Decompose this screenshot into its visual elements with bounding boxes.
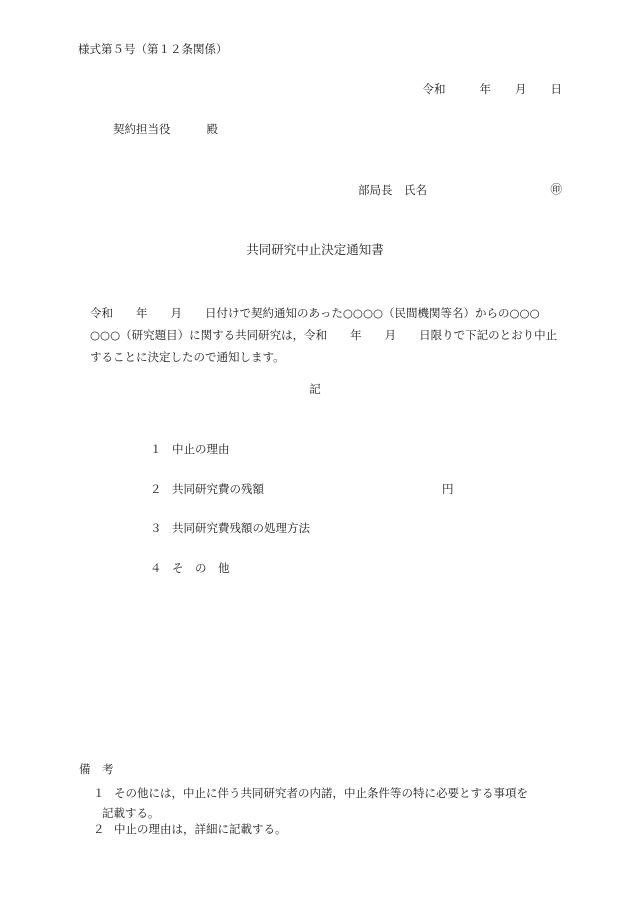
form-number: 様式第５号（第１２条関係）: [78, 42, 228, 56]
item-number: ４: [150, 561, 162, 575]
date-year: 年: [479, 82, 491, 96]
addressee-honorific: 殿: [206, 122, 218, 136]
ki-heading: 記: [309, 382, 321, 396]
item-label: 中止の理由: [172, 442, 230, 456]
note-text: 中止の理由は，詳細に記載する。: [114, 822, 287, 836]
note-number: ２: [93, 822, 105, 836]
item-label: 共同研究費の残額: [172, 482, 264, 496]
item-other: [150, 563, 230, 575]
note-text: その他には，中止に伴う共同研究者の内諾，中止条件等の特に必要とする事項を: [114, 786, 528, 800]
note-text-continued: 記載する。: [102, 806, 160, 820]
date-era: 令和: [422, 82, 446, 96]
yen-unit: 円: [442, 482, 454, 496]
item-number: １: [150, 442, 162, 456]
item-number: ２: [150, 482, 162, 496]
body-paragraph: [90, 302, 570, 368]
remarks-heading: 備 考: [79, 762, 114, 776]
item-balance-handling: [150, 523, 310, 535]
remark-note-2: [93, 824, 287, 836]
addressee: [113, 124, 218, 136]
body-line-2: ○○○（研究題目）に関する共同研究は，令和 年 月 日限りで下記のとおり中止: [90, 328, 558, 342]
date-day: 日: [550, 82, 562, 96]
item-label: そ の 他: [172, 561, 230, 575]
addressee-name: 契約担当役: [113, 122, 171, 136]
document-title: 共同研究中止決定通知書: [246, 242, 384, 257]
sender-title: 部局長 氏名: [358, 183, 427, 197]
date-line: [423, 84, 563, 96]
note-number: １: [93, 786, 105, 800]
body-line-3: することに決定したので通知します。: [90, 350, 285, 364]
remark-note-1: [93, 783, 528, 823]
sender-line: [358, 182, 562, 197]
date-month: 月: [515, 82, 527, 96]
item-remaining-balance: [150, 482, 454, 496]
seal-mark: ㊞: [550, 182, 562, 196]
body-line-1: 令和 年 月 日付けで契約通知のあった○○○○（民間機関等名）からの○○○: [90, 306, 540, 320]
item-number: ３: [150, 521, 162, 535]
item-label: 共同研究費残額の処理方法: [172, 521, 310, 535]
item-reason: [150, 444, 230, 456]
